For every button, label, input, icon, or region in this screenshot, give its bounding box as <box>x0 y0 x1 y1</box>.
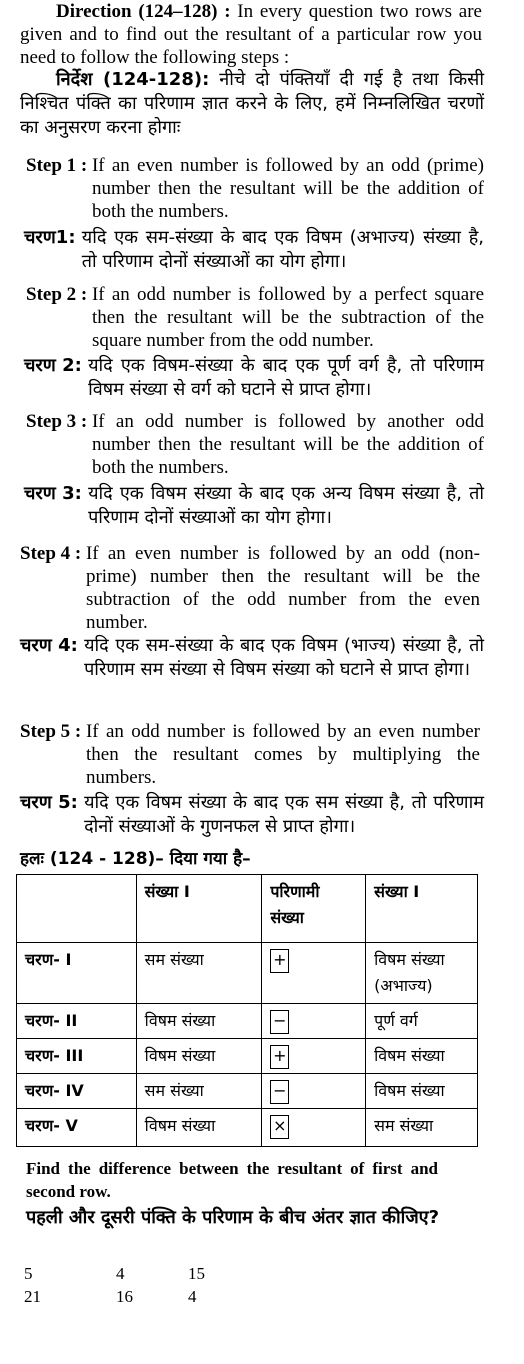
step-1-hi <box>0 226 524 274</box>
step-2-en <box>0 283 524 352</box>
step-3-label: Step 3 : <box>26 411 92 432</box>
table-row <box>17 1004 478 1039</box>
step-5-en <box>0 720 524 789</box>
step-5-hi <box>0 791 524 839</box>
charan-4-label: चरण 4: <box>20 635 85 656</box>
direction-paragraph <box>0 0 524 69</box>
option-d[interactable]: 21 <box>24 1287 41 1306</box>
number2-cell: विषम संख्या <box>366 1039 478 1074</box>
option-c[interactable]: 15 <box>188 1264 205 1283</box>
direction-text: In every question two rows are given and to find out the resultant of a particular row you need to follow the following steps : <box>20 1 482 68</box>
number1-cell: विषम संख्या <box>136 1004 262 1039</box>
number2-cell: पूर्ण वर्ग <box>366 1004 478 1039</box>
option-b[interactable]: 4 <box>116 1264 125 1283</box>
charan-3-label: चरण 3: <box>24 483 89 504</box>
step-5-label: Step 5 : <box>20 721 86 742</box>
minus-icon: − <box>270 1080 289 1104</box>
charan-2-label: चरण 2: <box>24 355 89 376</box>
number1-cell: सम संख्या <box>136 1074 262 1109</box>
direction-label: Direction (124–128) : <box>56 1 231 22</box>
charan-3-text: यदि एक विषम संख्या के बाद एक अन्य विषम संख्या है, तो परिणाम दोनों संख्याओं का योग होगा। <box>88 483 484 528</box>
plus-icon: + <box>270 1045 289 1069</box>
step-4-hi <box>0 634 524 682</box>
step-1-text: If an even number is followed by an odd (prime) number then the resultant will be the addition of both the numbers. <box>91 155 484 222</box>
step-4-en <box>0 542 524 634</box>
number1-cell: विषम संख्या <box>136 1039 262 1074</box>
table-header-cell: संख्या I <box>366 875 478 943</box>
operator-cell <box>262 1004 366 1039</box>
question-en: Find the difference between the resultant of first and second row. <box>26 1159 438 1201</box>
step-cell: चरण- I <box>17 943 137 1004</box>
table-header-cell <box>17 875 137 943</box>
option-a[interactable]: 5 <box>24 1264 33 1283</box>
step-3-hi <box>0 482 524 530</box>
table-row <box>17 1109 478 1147</box>
table-header-cell: संख्या I <box>136 875 262 943</box>
step-3-en <box>0 410 524 479</box>
minus-icon: − <box>270 1010 289 1034</box>
operator-cell <box>262 1074 366 1109</box>
step-cell: चरण- IV <box>17 1074 137 1109</box>
charan-4-text: यदि एक सम-संख्या के बाद एक विषम (भाज्य) संख्या है, तो परिणाम सम संख्या से विषम संख्या को घटाने से प्राप्त होगा। <box>84 635 484 680</box>
number1-cell: विषम संख्या <box>136 1109 262 1147</box>
nirdesh-label: निर्देश (124-128): <box>56 69 210 90</box>
operator-cell <box>262 943 366 1004</box>
step-5-text: If an odd number is followed by an even number then the resultant comes by multiplying the numbers. <box>85 721 480 788</box>
step-cell: चरण- III <box>17 1039 137 1074</box>
charan-1-label: चरण1: <box>24 227 82 248</box>
charan-5-text: यदि एक विषम संख्या के बाद एक सम संख्या है, तो परिणाम दोनों संख्याओं के गुणनफल से प्राप्त होगा। <box>84 792 484 837</box>
table-row <box>17 943 478 1004</box>
table-row <box>17 1074 478 1109</box>
solution-heading: हलः (124 - 128)– दिया गया है– <box>20 849 251 869</box>
step-2-label: Step 2 : <box>26 284 92 305</box>
step-1-en <box>0 154 524 223</box>
table-row <box>17 1039 478 1074</box>
step-4-text: If an even number is followed by an odd (non-prime) number then the resultant will be the subtraction of the odd number from the even number. <box>85 543 480 633</box>
step-4-label: Step 4 : <box>20 543 86 564</box>
step-1-label: Step 1 : <box>26 155 92 176</box>
option-e[interactable]: 16 <box>116 1287 133 1306</box>
operator-cell <box>262 1109 366 1147</box>
step-2-text: If an odd number is followed by a perfect square then the resultant will be the subtraction of the square number from the odd number. <box>91 284 484 351</box>
table-header-row <box>17 875 478 943</box>
number2-cell: विषम संख्या (अभाज्य) <box>366 943 478 1004</box>
multiply-icon: × <box>270 1115 289 1139</box>
step-cell: चरण- V <box>17 1109 137 1147</box>
charan-2-text: यदि एक विषम-संख्या के बाद एक पूर्ण वर्ग है, तो परिणाम विषम संख्या से वर्ग को घटाने से प्राप्त होगा। <box>88 355 484 400</box>
step-2-hi <box>0 354 524 402</box>
question-hi: पहली और दूसरी पंक्ति के परिणाम के बीच अंतर ज्ञात कीजिए? <box>26 1207 440 1228</box>
option-f[interactable]: 4 <box>188 1287 197 1306</box>
nirdesh-text: नीचे दो पंक्तियाँ दी गई है तथा किसी निश्चित पंक्ति का परिणाम ज्ञात करने के लिए, हमें निम्नलिखित चरणों का अनुसरण करना होगाः <box>20 69 484 138</box>
number1-cell: सम संख्या <box>136 943 262 1004</box>
nirdesh-paragraph <box>0 68 524 140</box>
number2-cell: सम संख्या <box>366 1109 478 1147</box>
operator-cell <box>262 1039 366 1074</box>
plus-icon: + <box>270 949 289 973</box>
table-header-cell: परिणामी संख्या <box>262 875 366 943</box>
charan-1-text: यदि एक सम-संख्या के बाद एक विषम (अभाज्य) संख्या है, तो परिणाम दोनों संख्याओं का योग होगा। <box>81 227 484 272</box>
number2-cell: विषम संख्या <box>366 1074 478 1109</box>
step-3-text: If an odd number is followed by another odd number then the resultant will be the addition of both the numbers. <box>91 411 484 478</box>
solution-table <box>16 874 478 1147</box>
step-cell: चरण- II <box>17 1004 137 1039</box>
charan-5-label: चरण 5: <box>20 792 85 813</box>
